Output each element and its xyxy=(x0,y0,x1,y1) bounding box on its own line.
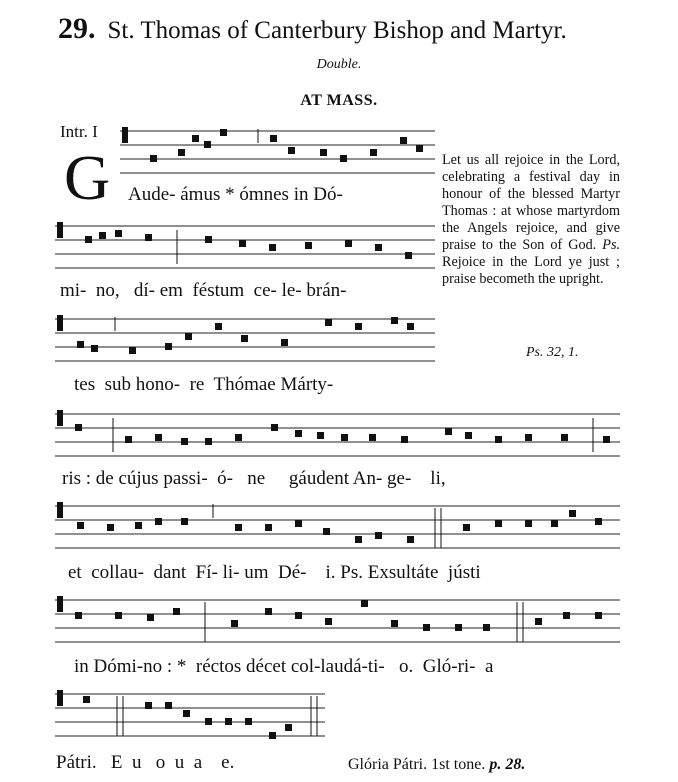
gloria-tone-note xyxy=(348,756,525,774)
lyric-line-1: Aude- ámus * ómnes in Dó- xyxy=(128,184,343,205)
staff-6 xyxy=(55,594,620,646)
rank-label: Double. xyxy=(316,57,362,72)
drop-capital: G xyxy=(64,142,111,213)
translation-text: Let us all rejoice in the Lord, celebrating a festival day in honour of the blessed Martyr Thomas : at whose martyrdom the Angels rejoice, and give praise to the Son of God. xyxy=(442,152,620,253)
lyric-line-3: tes sub hono- re Thómae Márty- xyxy=(74,374,334,395)
introit-label: Intr. I xyxy=(60,122,98,141)
english-translation xyxy=(442,152,620,288)
section-heading: AT MASS. xyxy=(300,92,378,109)
lyric-line-7: Pátri. E u o u a e. xyxy=(56,752,235,773)
psalm-label: Ps. xyxy=(602,237,621,253)
chant-number: 29. xyxy=(58,12,96,45)
staff-4 xyxy=(55,408,620,460)
lyric-line-2: mi- no, dí- em féstum ce- le- brán- xyxy=(60,280,347,301)
psalm-translation: Rejoice in the Lord ye just ; praise becometh the upright. xyxy=(442,254,620,287)
lyric-line-5: et collau- dant Fí- li- um Dé- i. Ps. Exsultáte jústi xyxy=(68,562,481,583)
staff-5 xyxy=(55,500,620,552)
lyric-line-4: ris : de cújus passi- ó- ne gáudent An- ge- li, xyxy=(62,468,446,489)
page-title: St. Thomas of Canterbury Bishop and Martyr. xyxy=(107,17,567,44)
staff-7 xyxy=(55,688,325,740)
lyric-line-6: in Dómi-no : * réctos décet col-laudá-ti- o. Gló-ri- a xyxy=(74,656,494,677)
tone-label: Glória Pátri. 1st tone. xyxy=(348,756,486,773)
psalm-reference: Ps. 32, 1. xyxy=(526,345,579,360)
staff-3 xyxy=(55,313,435,365)
page-reference: p. 28. xyxy=(489,756,526,773)
staff-1 xyxy=(120,125,435,177)
page-header xyxy=(58,12,658,46)
staff-2 xyxy=(55,220,435,272)
